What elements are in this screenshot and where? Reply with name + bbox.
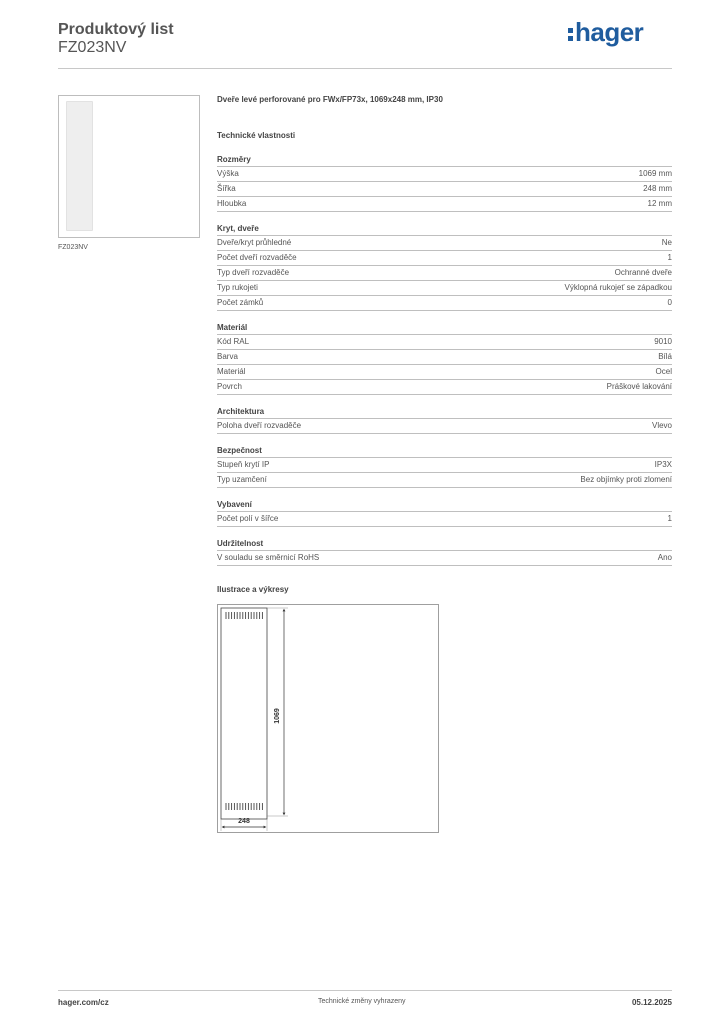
spec-label: Hloubka bbox=[217, 199, 247, 208]
spec-row bbox=[217, 197, 672, 212]
spec-label: Počet polí v šířce bbox=[217, 514, 279, 523]
product-image bbox=[66, 101, 93, 231]
spec-value: Ne bbox=[661, 238, 672, 247]
vent-slots-top bbox=[226, 612, 262, 619]
spec-value: Ochranné dveře bbox=[614, 268, 672, 277]
footer-divider bbox=[58, 990, 672, 991]
spec-row bbox=[217, 512, 672, 527]
spec-label: Povrch bbox=[217, 382, 242, 391]
spec-row bbox=[217, 236, 672, 251]
spec-row bbox=[217, 296, 672, 311]
spec-value: 1 bbox=[667, 253, 672, 262]
spec-label: Typ uzamčení bbox=[217, 475, 267, 484]
footer-note: Technické změny vyhrazeny bbox=[318, 998, 406, 1005]
spec-row bbox=[217, 281, 672, 296]
width-dimension-label: 248 bbox=[238, 818, 250, 825]
hager-logo bbox=[568, 17, 643, 48]
spec-value: 12 mm bbox=[647, 199, 672, 208]
spec-label: Materiál bbox=[217, 367, 246, 376]
spec-value: Ocel bbox=[655, 367, 672, 376]
spec-label: Stupeň krytí IP bbox=[217, 460, 270, 469]
height-dimension-label: 1069 bbox=[274, 708, 281, 724]
spec-row bbox=[217, 182, 672, 197]
technical-drawing bbox=[217, 604, 439, 833]
spec-section-title: Bezpečnost bbox=[217, 444, 672, 458]
header-divider bbox=[58, 68, 672, 69]
page-title: Produktový list bbox=[58, 21, 174, 38]
spec-value: Ano bbox=[657, 553, 672, 562]
vent-slots-bottom bbox=[226, 803, 262, 810]
door-outline bbox=[221, 608, 267, 819]
spec-section-title: Architektura bbox=[217, 405, 672, 419]
spec-column bbox=[217, 90, 672, 566]
spec-row bbox=[217, 335, 672, 350]
spec-section bbox=[217, 537, 672, 566]
spec-section-title: Vybavení bbox=[217, 498, 672, 512]
spec-value: Práškové lakování bbox=[606, 382, 672, 391]
spec-sections bbox=[217, 153, 672, 566]
footer-date: 05.12.2025 bbox=[631, 998, 672, 1007]
spec-label: V souladu se směrnicí RoHS bbox=[217, 553, 320, 562]
spec-row bbox=[217, 419, 672, 434]
tech-properties-title: Technické vlastnosti bbox=[217, 131, 296, 140]
product-code: FZ023NV bbox=[58, 39, 127, 56]
spec-value: Vlevo bbox=[651, 421, 672, 430]
spec-section-title: Rozměry bbox=[217, 153, 672, 167]
spec-value: 1069 mm bbox=[638, 169, 672, 178]
product-description: Dveře levé perforované pro FWx/FP73x, 1069x248 mm, IP30 bbox=[217, 95, 443, 104]
spec-label: Výška bbox=[217, 169, 239, 178]
spec-value: 1 bbox=[667, 514, 672, 523]
spec-value: Bez objímky proti zlomení bbox=[580, 475, 672, 484]
spec-row bbox=[217, 350, 672, 365]
spec-label: Barva bbox=[217, 352, 238, 361]
logo-text: hager bbox=[575, 17, 644, 47]
spec-label: Typ dveří rozvaděče bbox=[217, 268, 290, 277]
spec-label: Šířka bbox=[217, 184, 236, 193]
spec-row bbox=[217, 266, 672, 281]
spec-section bbox=[217, 153, 672, 212]
spec-value: 0 bbox=[667, 298, 672, 307]
spec-label: Počet zámků bbox=[217, 298, 264, 307]
spec-row bbox=[217, 380, 672, 395]
spec-section bbox=[217, 405, 672, 434]
spec-section-title: Kryt, dveře bbox=[217, 222, 672, 236]
drawing-svg bbox=[218, 605, 440, 834]
spec-section bbox=[217, 498, 672, 527]
spec-label: Poloha dveří rozvaděče bbox=[217, 421, 302, 430]
spec-row bbox=[217, 167, 672, 182]
spec-section bbox=[217, 222, 672, 311]
illustrations-title: Ilustrace a výkresy bbox=[217, 585, 289, 594]
spec-row bbox=[217, 473, 672, 488]
spec-section bbox=[217, 444, 672, 488]
product-image-caption: FZ023NV bbox=[58, 244, 88, 251]
spec-label: Počet dveří rozvaděče bbox=[217, 253, 297, 262]
spec-label: Kód RAL bbox=[217, 337, 250, 346]
product-image-frame bbox=[58, 95, 200, 238]
spec-value: 9010 bbox=[654, 337, 672, 346]
spec-row bbox=[217, 251, 672, 266]
spec-value: Výklopná rukojeť se západkou bbox=[564, 283, 672, 292]
spec-row bbox=[217, 458, 672, 473]
spec-label: Dveře/kryt průhledné bbox=[217, 238, 292, 247]
spec-section-title: Materiál bbox=[217, 321, 672, 335]
spec-row bbox=[217, 365, 672, 380]
spec-value: 248 mm bbox=[643, 184, 672, 193]
spec-label: Typ rukojeti bbox=[217, 283, 258, 292]
footer-website: hager.com/cz bbox=[58, 998, 109, 1007]
logo-dots-icon bbox=[568, 25, 573, 44]
spec-section bbox=[217, 321, 672, 395]
spec-section-title: Udržitelnost bbox=[217, 537, 672, 551]
spec-value: Bílá bbox=[658, 352, 672, 361]
spec-row bbox=[217, 551, 672, 566]
spec-value: IP3X bbox=[654, 460, 672, 469]
